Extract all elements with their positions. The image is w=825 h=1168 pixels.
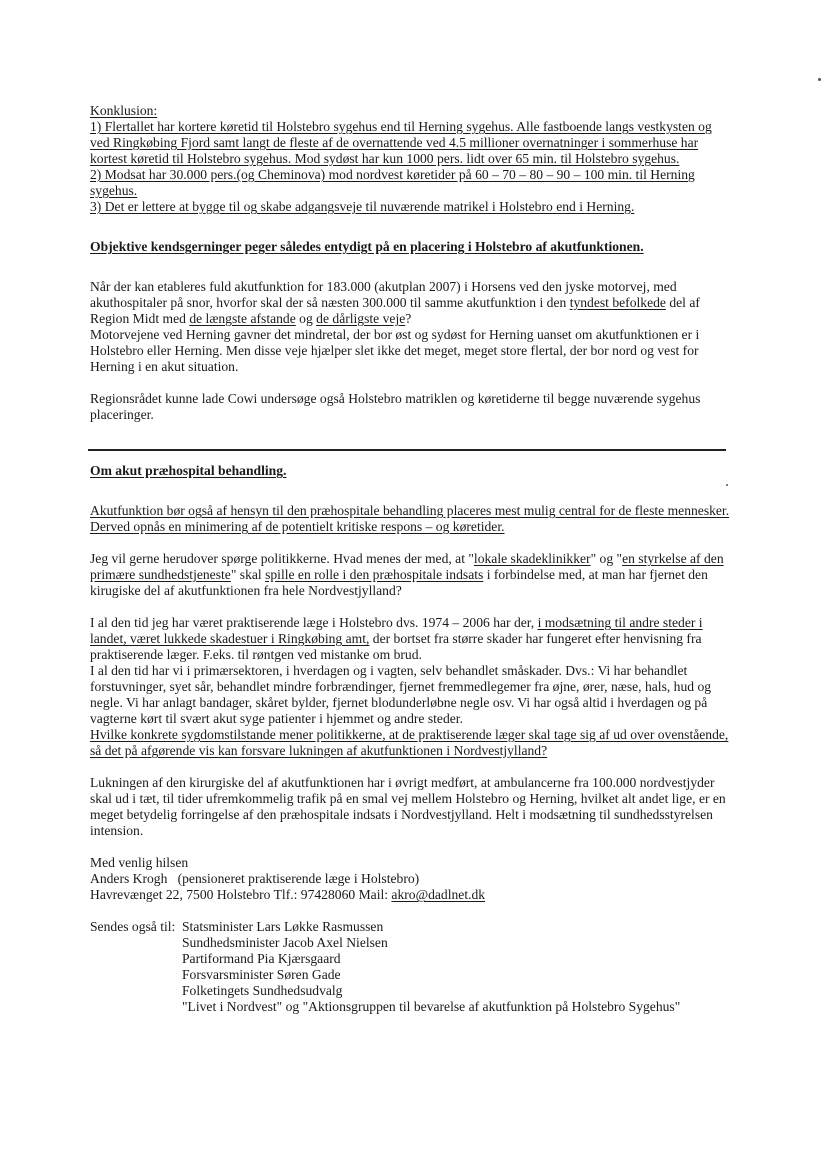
- email-link[interactable]: akro@dadlnet.dk: [391, 887, 486, 902]
- paragraph-lukningen: Lukningen af den kirurgiske del af akutfunktionen har i øvrigt medført, at ambulancerne fra 100.000 nordvestjyder skal ud i tæt, til tider ufremkommelig trafik på en smal vej mellem Holstebro og Herning, hvilket alt andet lige, er en meget betydelig forringelse af den præhospitale indsats i Nordvestjylland. Helt i modsætning til sundhedsstyrelsen intension.: [90, 775, 726, 838]
- letter-body: [90, 103, 730, 1015]
- text-run: del af Region Midt med: [90, 295, 700, 326]
- recipient-item: "Livet i Nordvest" og "Aktionsgruppen til bevarelse af akutfunktion på Holstebro Sygehus": [182, 999, 681, 1014]
- underlined-phrase: spille en rolle i den præhospitale indsats: [265, 567, 484, 582]
- section-divider: [88, 449, 726, 451]
- konklusion-title: Konklusion:: [90, 103, 158, 118]
- text-run: Når der kan etableres fuld akutfunktion for 183.000 (akutplan 2007) i Horsens ved den jyske motorvej, med akuthospitaler på snor, hvorfor skal der så næsten 300.000 til samme akutfunktion i den: [90, 279, 677, 310]
- text-run: der bortset fra større skader har fungeret efter henvisning fra praktiserende læger. F.eks. til røntgen ved mistanke om brud.: [90, 631, 702, 662]
- recipient-item: Folketingets Sundhedsudvalg: [182, 983, 343, 998]
- text-run: " skal: [230, 567, 266, 582]
- recipient-item: Partiformand Pia Kjærsgaard: [182, 951, 341, 966]
- underlined-phrase: de længste afstande: [189, 311, 296, 326]
- text-run: Jeg vil gerne herudover spørge politikkerne. Hvad menes der med, at ": [90, 551, 474, 566]
- recipient-item: Statsminister Lars Løkke Rasmussen: [182, 919, 384, 934]
- paragraph-cowi: Regionsrådet kunne lade Cowi undersøge også Holstebro matriklen og køretiderne til begge nuværende sygehus placeringer.: [90, 391, 701, 422]
- text-run: I al den tid jeg har været praktiserende læge i Holstebro dvs. 1974 – 2006 har der,: [90, 615, 538, 630]
- paragraph-small-injuries: I al den tid har vi i primærsektoren, i hverdagen og i vagten, selv behandlet småskader. Dvs.: Vi har behandlet forstuvninger, syet sår, behandlet mindre forbrændinger, fjernet fremmedlegemer fra øjne, ører, næse, hals, hud og negle. Vi har anlagt bandager, skåret bylder, fjernet blodunderløbne negle osv. Vi har også altid i hverdagen og på vagterne kørt til svært akut syge patienter i hjemmet og andre steder.: [90, 663, 712, 726]
- paragraph-politician-question: Hvilke konkrete sygdomstilstande mener politikkerne, at de praktiserende læger skal tage sig af ud over ovenstående, så det på afgørende vis kan forsvare lukningen af akutfunktionen i Nordvestjylland?: [90, 727, 729, 758]
- paragraph-motorveje: Motorvejene ved Herning gavner det mindretal, der bor øst og sydøst for Herning uanset om akutfunktionen er i Holstebro eller Herning. Men disse veje hjælper slet ikke det meget, meget store flertal, der bor nord og vest for Herning i en akut situation.: [90, 327, 700, 374]
- underlined-phrase: i modsætning til andre steder i landet, været lukkede skadestuer i Ringkøbing amt,: [90, 615, 703, 646]
- underlined-phrase: en styrkelse af den primære sundhedstjeneste: [90, 551, 724, 582]
- text-run: " og ": [590, 551, 623, 566]
- text-run: ?: [405, 311, 412, 326]
- objective-heading: Objektive kendsgerninger peger således entydigt på en placering i Holstebro af akutfunktionen.: [90, 239, 644, 254]
- recipient-item: Sundhedsminister Jacob Axel Nielsen: [182, 935, 388, 950]
- konklusion-point-3: 3) Det er lettere at bygge til og skabe adgangsveje til nuværende matrikel i Holstebro end i Herning.: [90, 199, 635, 214]
- sender-address: [90, 887, 730, 903]
- konklusion-section: [90, 103, 730, 215]
- underlined-phrase: de dårligste veje: [316, 311, 406, 326]
- prehospital-heading: Om akut præhospital behandling.: [90, 463, 287, 478]
- paragraph-central-placement: Akutfunktion bør også af hensyn til den præhospitale behandling placeres mest mulig central for de fleste mennesker. Derved opnås en minimering af de potentielt kritiske respons – og køretider.: [90, 503, 730, 534]
- recipient-item: Forsvarsminister Søren Gade: [182, 967, 341, 982]
- sender-name: Anders Krogh (pensioneret praktiserende læge i Holstebro): [90, 871, 420, 886]
- recipients-block: [90, 919, 730, 1015]
- scan-speck: [726, 484, 728, 486]
- recipients-list: [182, 919, 730, 1015]
- text-run: og: [295, 311, 317, 326]
- greeting: Med venlig hilsen: [90, 855, 189, 870]
- underlined-phrase: tyndest befolkede: [569, 295, 666, 310]
- paragraph-question: [90, 551, 730, 599]
- recipients-label: Sendes også til:: [90, 919, 176, 934]
- text-run: i forbindelse med, at man har fjernet den kirugiske del af akutfunktionen fra hele Nordvestjylland?: [90, 567, 708, 598]
- signature-block: [90, 855, 730, 903]
- underlined-phrase: lokale skadeklinikker: [473, 551, 591, 566]
- address-text: Havrevænget 22, 7500 Holstebro Tlf.: 97428060 Mail:: [90, 887, 392, 902]
- scan-speck: [818, 78, 821, 81]
- konklusion-point-1: 1) Flertallet har kortere køretid til Holstebro sygehus end til Herning sygehus. Alle fastboende langs vestkysten og ved Ringkøbing Fjord samt langt de fleste af de overnattende ved 4.5 millioner overnatninger i sommerhuse har kortest køretid til Holstebro sygehus. Mod sydøst har kun 1000 pers. lidt over 65 min. til Holstebro sygehus.: [90, 119, 712, 166]
- paragraph-horsens: [90, 279, 730, 327]
- paragraph-experience: [90, 615, 730, 663]
- konklusion-point-2: 2) Modsat har 30.000 pers.(og Cheminova) mod nordvest køretider på 60 – 70 – 80 – 90 – 100 min. til Herning sygehus.: [90, 167, 695, 198]
